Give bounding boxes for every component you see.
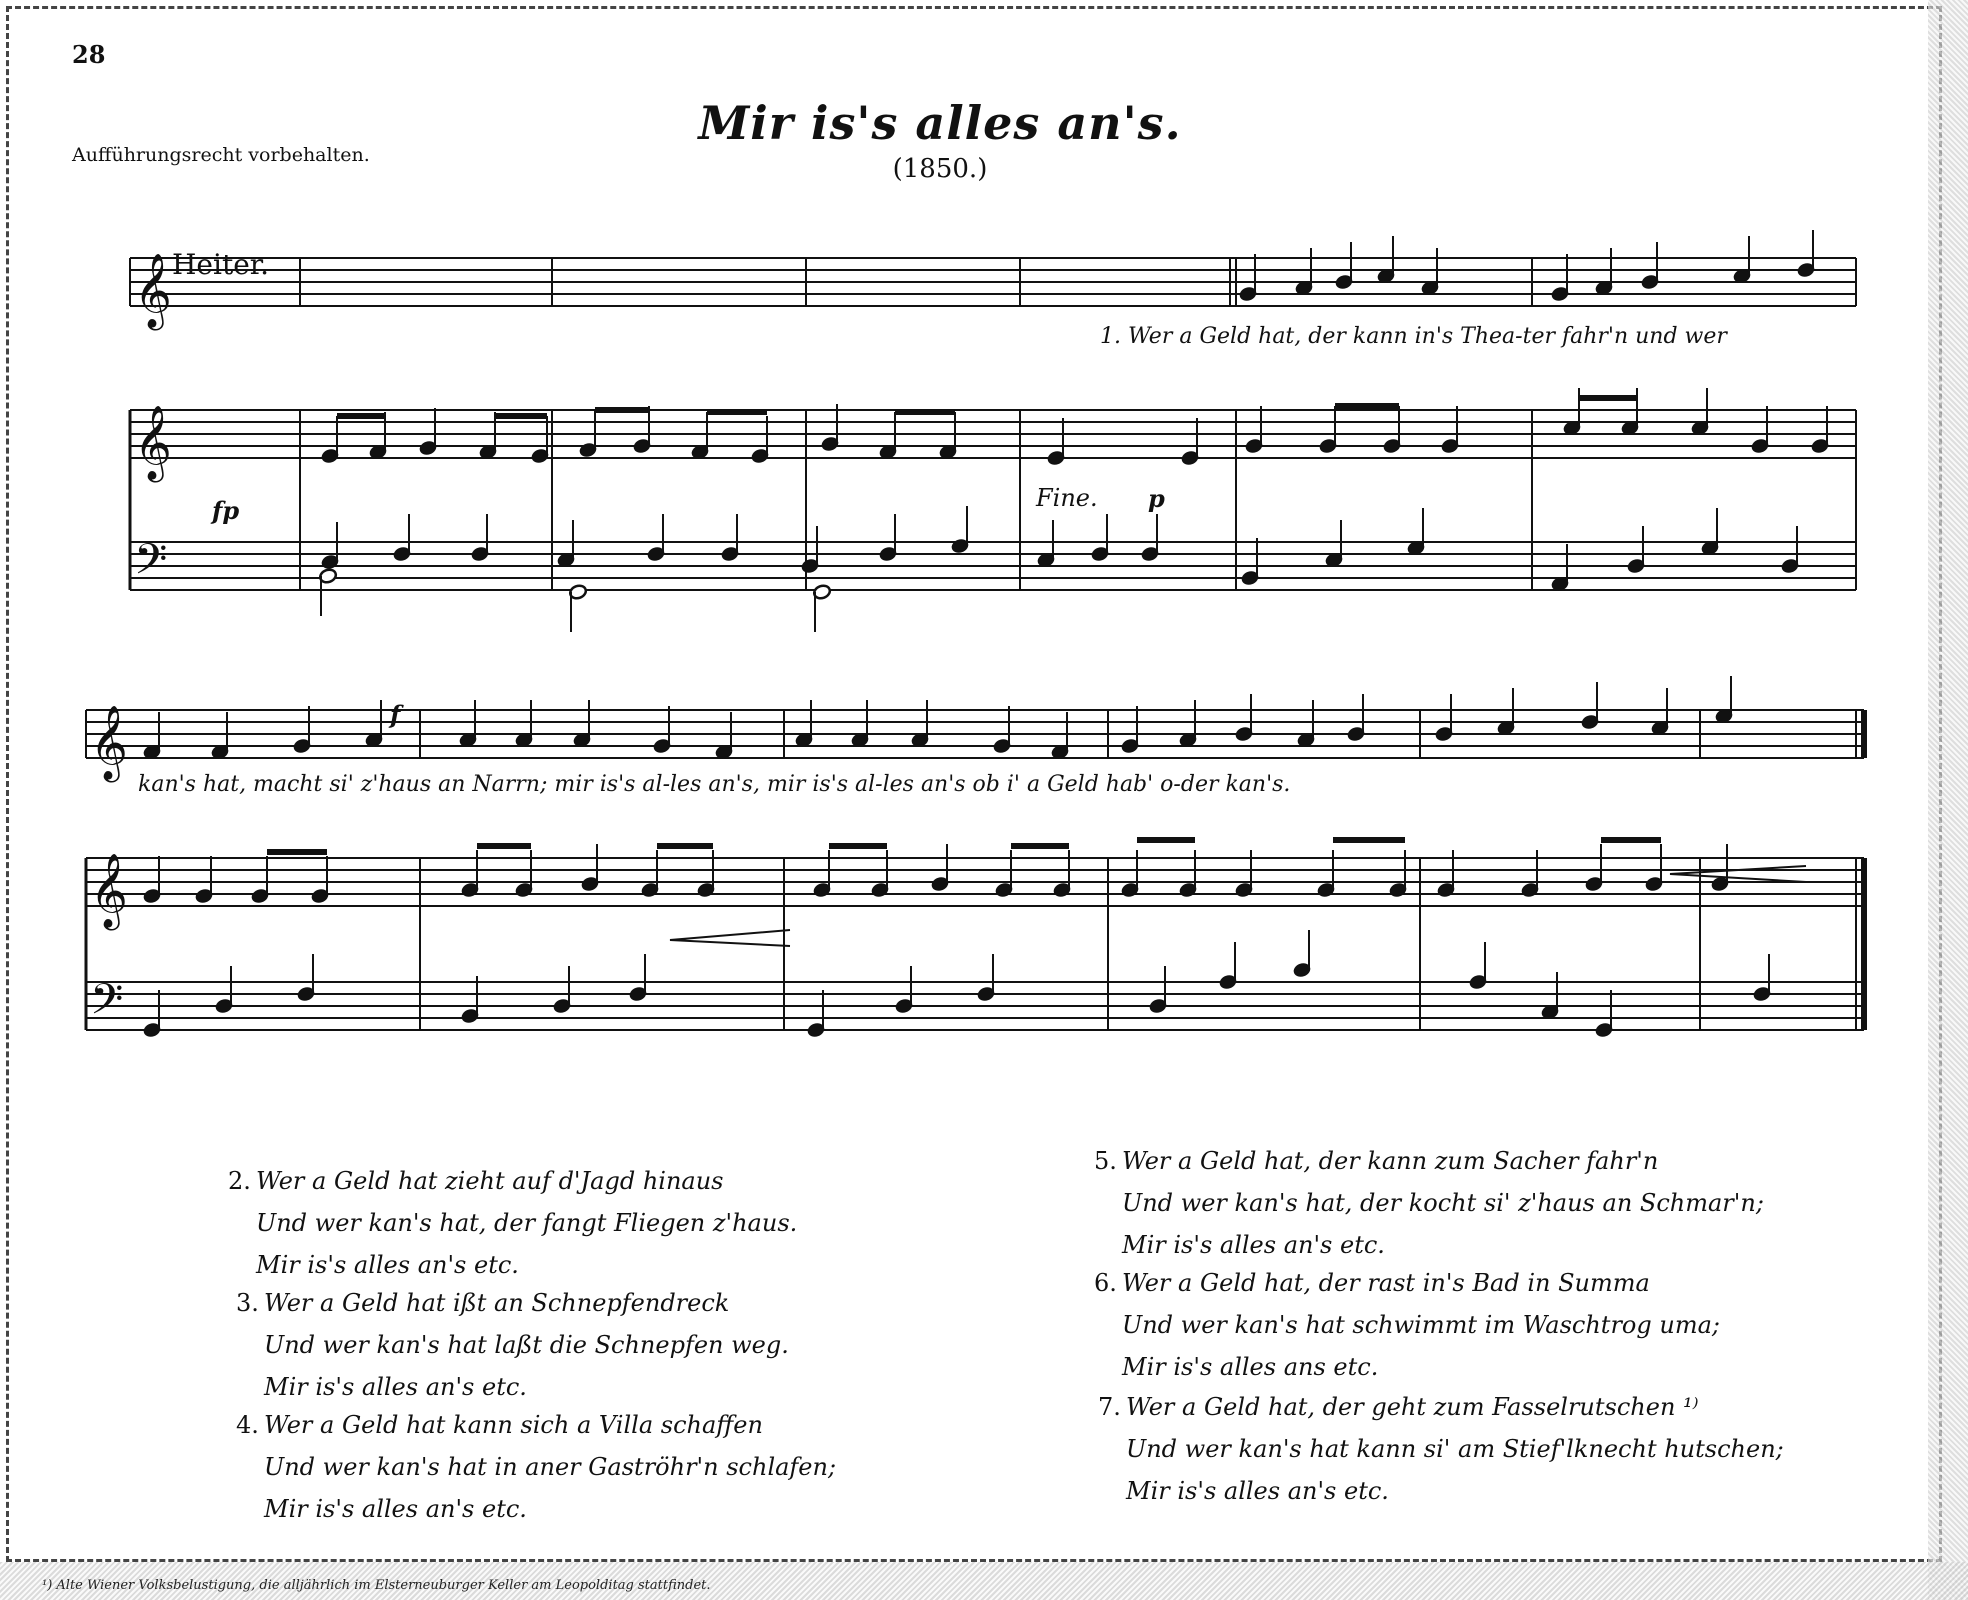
page-number: 28 xyxy=(72,40,106,69)
verse-line: Wer a Geld hat kann sich a Villa schaffen xyxy=(264,1411,763,1439)
verse-3 xyxy=(236,1282,789,1408)
verse-number: 5. xyxy=(1094,1147,1117,1175)
treble-clef: 𝄞 xyxy=(90,706,128,780)
verse-number: 3. xyxy=(236,1289,259,1317)
treble-clef: 𝄞 xyxy=(134,406,172,480)
bass-clef: 𝄢 xyxy=(90,975,124,1035)
dynamic-hairpin xyxy=(1670,866,1806,882)
lyrics-system-2: kan's hat, macht si' z'haus an Narrn; mir is's al-les an's, mir is's al-les an's ob i' a Geld hab' o-der kan's. xyxy=(138,772,1291,797)
verse-number: 2. xyxy=(228,1167,251,1195)
verse-line: Und wer kan's hat laßt die Schnepfen weg. xyxy=(264,1331,789,1359)
verse-line: Und wer kan's hat schwimmt im Waschtrog uma; xyxy=(1122,1311,1720,1339)
verse-line: Mir is's alles an's etc. xyxy=(1126,1477,1389,1505)
verse-line: Wer a Geld hat, der kann zum Sacher fahr'n xyxy=(1122,1147,1659,1175)
verse-line: Und wer kan's hat, der kocht si' z'haus an Schmar'n; xyxy=(1122,1189,1764,1217)
verse-number: 7. xyxy=(1098,1393,1121,1421)
verse-4 xyxy=(236,1404,836,1530)
verse-number: 6. xyxy=(1094,1269,1117,1297)
verse-line: Wer a Geld hat zieht auf d'Jagd hinaus xyxy=(256,1167,724,1195)
verse-line: Wer a Geld hat, der geht zum Fasselrutschen ¹⁾ xyxy=(1126,1393,1699,1421)
song-year: (1850.) xyxy=(892,154,988,184)
dynamic-p: p xyxy=(1148,484,1165,513)
performance-rights-note: Aufführungsrecht vorbehalten. xyxy=(72,144,370,166)
fine-marking: Fine. xyxy=(1036,484,1098,512)
verse-line: Mir is's alles an's etc. xyxy=(1122,1231,1385,1259)
verse-line: Mir is's alles an's etc. xyxy=(264,1495,527,1523)
verse-6 xyxy=(1094,1262,1720,1388)
verse-5 xyxy=(1094,1140,1764,1266)
treble-clef: 𝄞 xyxy=(90,854,128,928)
verse-line: Mir is's alles ans etc. xyxy=(1122,1353,1379,1381)
tempo-marking: Heiter. xyxy=(172,248,269,281)
verse-7 xyxy=(1098,1386,1784,1512)
footnote: ¹) Alte Wiener Volksbelustigung, die alljährlich im Elsterneuburger Keller am Leopolditag stattfindet. xyxy=(42,1578,711,1593)
verse-line: Und wer kan's hat in aner Gaströhr'n schlafen; xyxy=(264,1453,837,1481)
verse-line: Wer a Geld hat ißt an Schnepfendreck xyxy=(264,1289,730,1317)
dynamic-fp: fp xyxy=(212,496,240,525)
song-title: Mir is's alles an's. xyxy=(698,96,1182,150)
dynamic-f: f xyxy=(390,700,401,729)
lyrics-system-1: 1. Wer a Geld hat, der kann in's Thea-ter fahr'n und wer xyxy=(1100,324,1727,349)
bass-clef: 𝄢 xyxy=(134,535,168,595)
verse-2 xyxy=(228,1160,797,1286)
verse-line: Und wer kan's hat, der fangt Fliegen z'haus. xyxy=(256,1209,798,1237)
verse-number: 4. xyxy=(236,1411,259,1439)
verse-line: Mir is's alles an's etc. xyxy=(256,1251,519,1279)
verse-line: Wer a Geld hat, der rast in's Bad in Summa xyxy=(1122,1269,1650,1297)
treble-clef: 𝄞 xyxy=(134,254,172,328)
verse-line: Und wer kan's hat kann si' am Stief'lknecht hutschen; xyxy=(1126,1435,1784,1463)
verse-line: Mir is's alles an's etc. xyxy=(264,1373,527,1401)
dynamic-hairpin xyxy=(670,930,790,946)
